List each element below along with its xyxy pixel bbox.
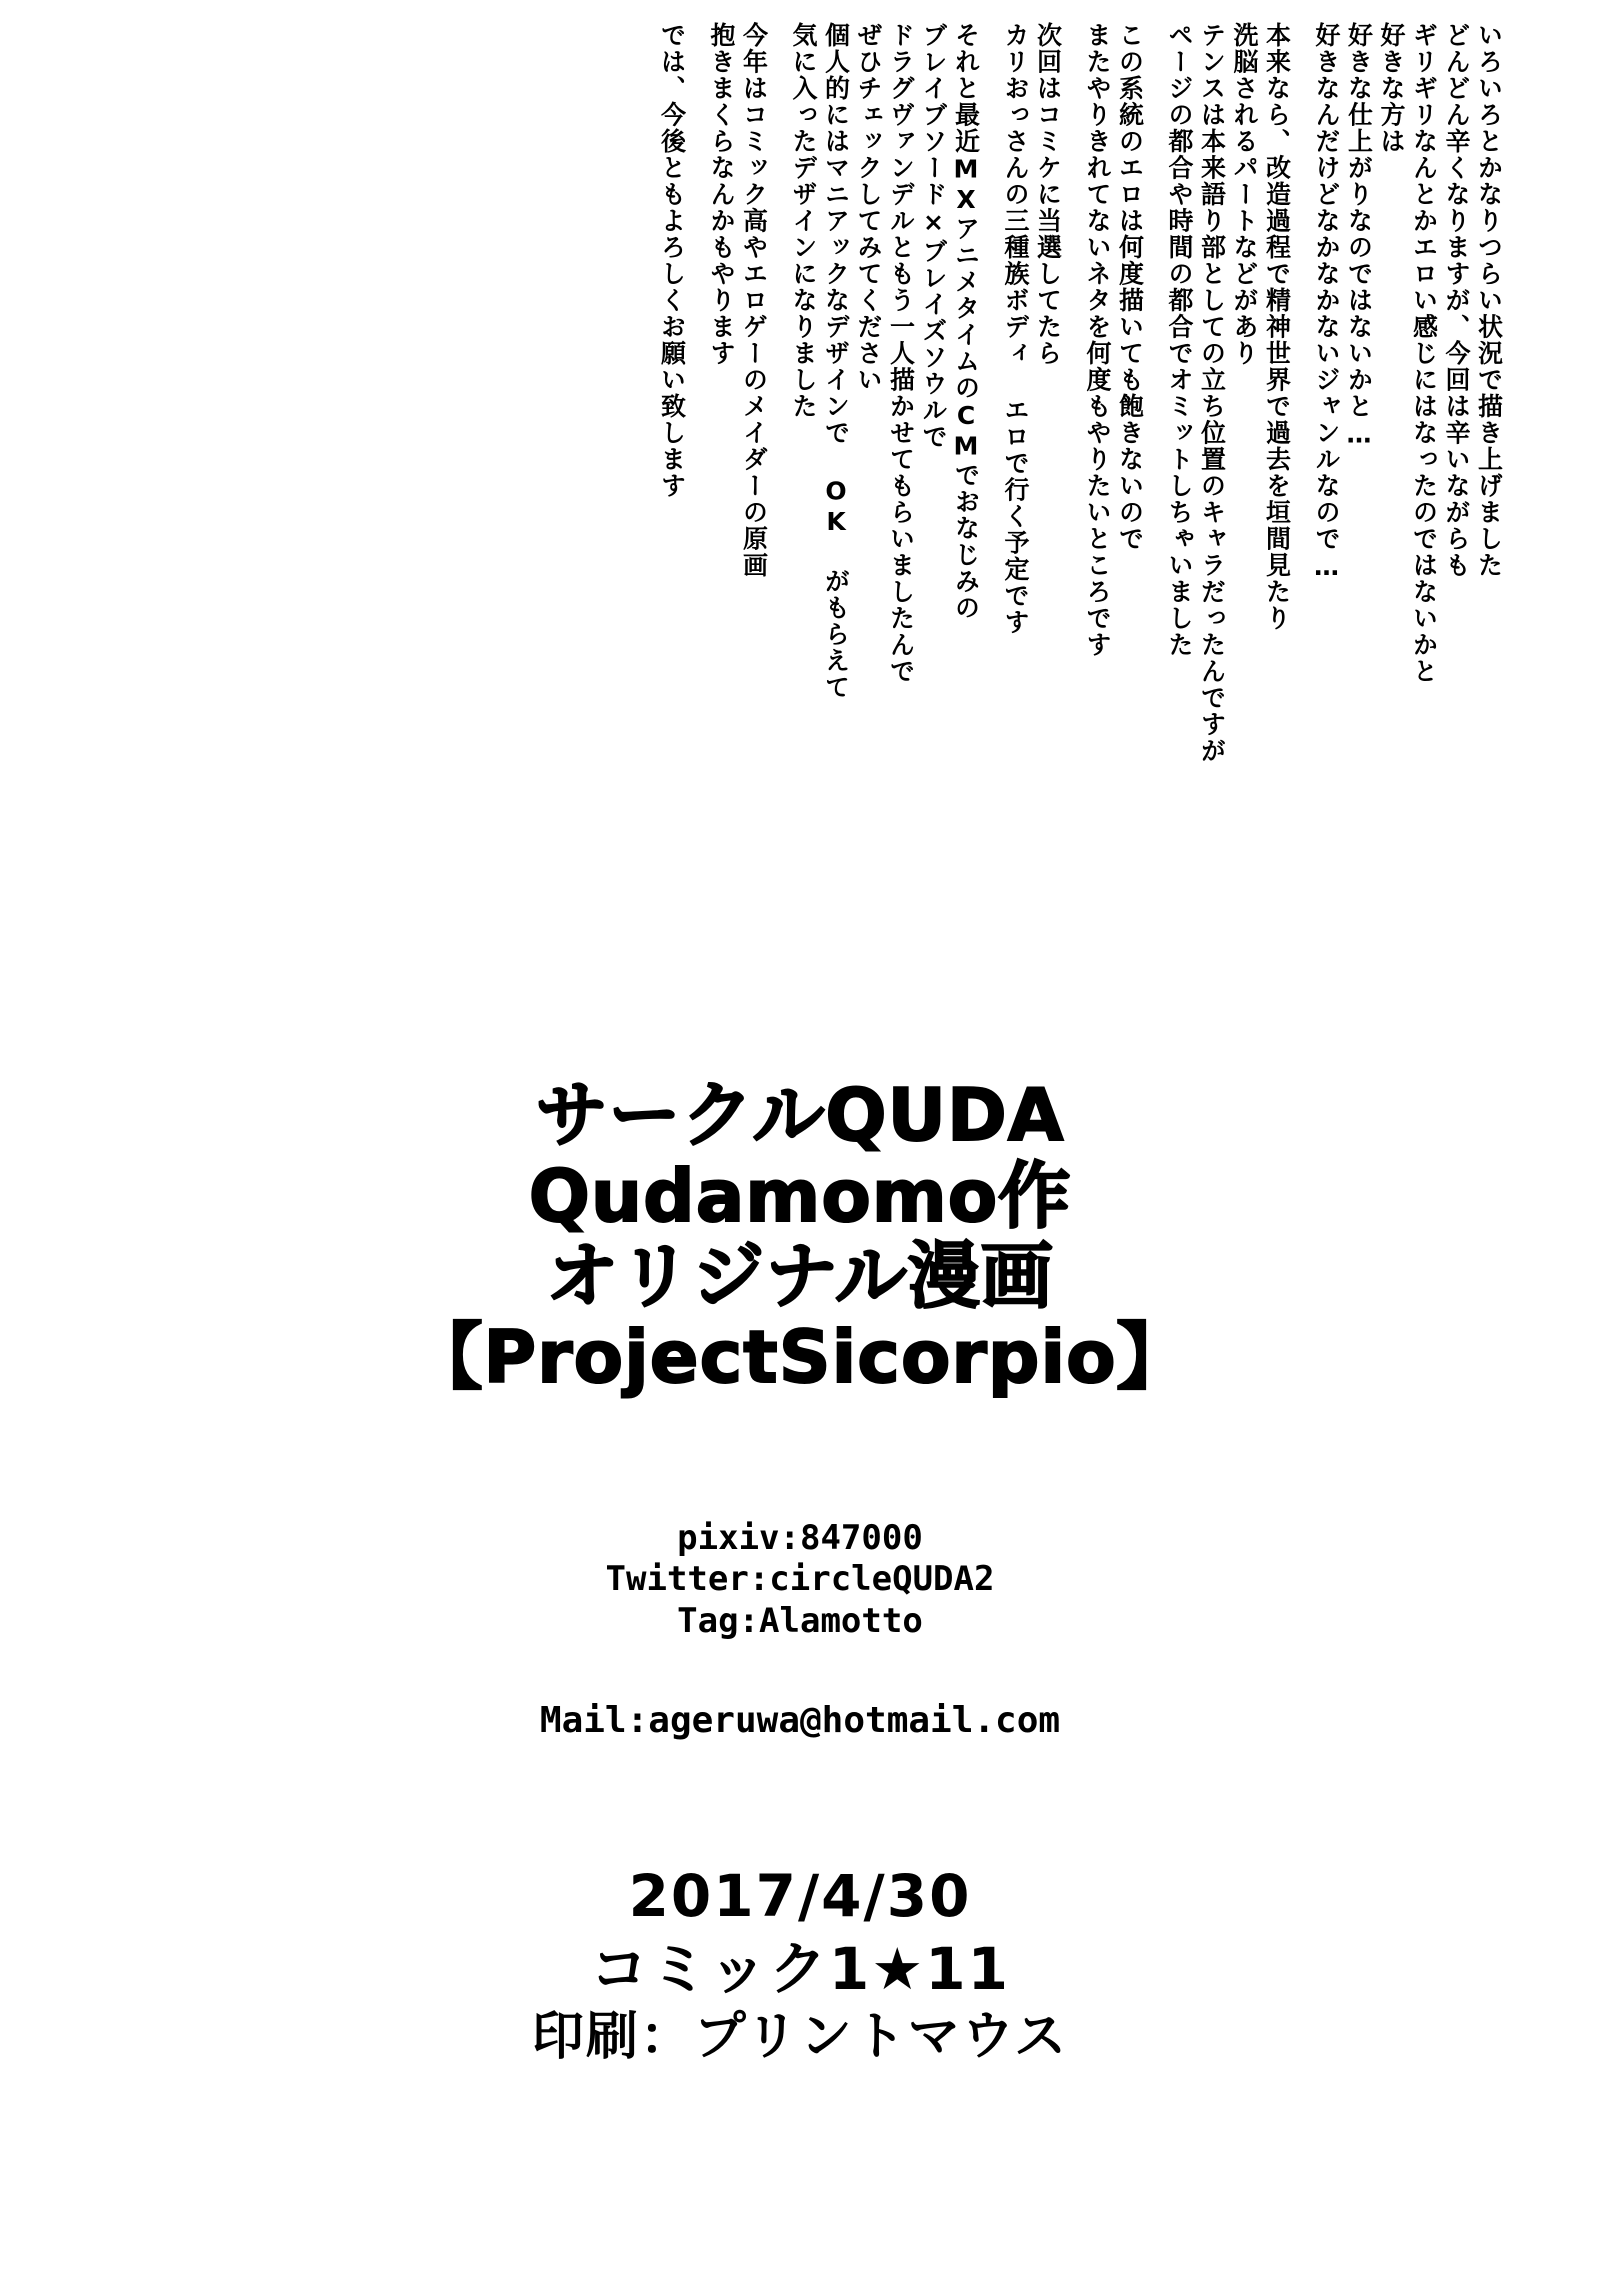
afterword-column: 好きなんだけどなかなかないジャンルなので… — [1312, 22, 1341, 583]
afterword-column: ブレイブソード×ブレイズソウルで — [919, 22, 948, 450]
afterword-column: 今年はコミック高やエロゲーのメイダーの原画 — [739, 22, 769, 579]
title-line-3: オリジナル漫画 — [546, 1234, 1054, 1319]
event-name: コミック1★11 — [590, 1934, 1010, 2003]
afterword-column: 次回はコミケに当選してたら — [1033, 22, 1063, 367]
afterword-column — [1297, 22, 1307, 1042]
afterword-column: それと最近MXアニメタイムのCMでおなじみの — [951, 22, 981, 621]
title-line-4: 【ProjectSicorpio】 — [410, 1314, 1190, 1399]
twitter-handle: Twitter:circleQUDA2 — [605, 1559, 995, 1600]
afterword-column: 好きな方は — [1377, 22, 1406, 155]
title-line-2: Qudamomo作 — [528, 1153, 1072, 1238]
afterword-section — [652, 22, 1572, 1042]
afterword-column: ページの都合や時間の都合でオミットしちゃいました — [1165, 22, 1194, 658]
afterword-column: 気に入ったデザインになりました — [789, 22, 818, 420]
contact-block — [0, 1518, 1600, 1642]
pixiv-id: pixiv:847000 — [677, 1518, 923, 1558]
afterword-column: テンスは本来語り部としての立ち位置のキャラだったんですが — [1197, 22, 1227, 764]
afterword-column — [1150, 22, 1160, 1042]
afterword-column: 個人的にはマニアックなデザインで OK がもらえて — [821, 22, 851, 701]
title-block — [0, 1075, 1600, 1398]
afterword-column: 洗脳されるパートなどがあり — [1230, 22, 1259, 367]
afterword-column: 本来なら、改造過程で精神世界で過去を垣間見たり — [1262, 22, 1292, 632]
afterword-column: ギリギリなんとかエロい感じにはなったのではないかと — [1409, 22, 1439, 685]
afterword-column — [1068, 22, 1078, 1042]
afterword-column: 好きな仕上がりなのではないかと… — [1344, 22, 1374, 450]
afterword-column: カリおっさんの三種族ボディ エロで行く予定です — [1001, 22, 1030, 636]
printer-name: 印刷：プリントマウス — [531, 2007, 1069, 2067]
afterword-column — [986, 22, 996, 1042]
afterword-column: この系統のエロは何度描いても飽きないので — [1115, 22, 1145, 552]
afterword-column: いろいろとかなりつらい状況で描き上げました — [1474, 22, 1504, 579]
afterword-column: どんどん辛くなりますが、今回は辛いながらも — [1442, 22, 1471, 579]
mail-address: Mail:ageruwa@hotmail.com — [539, 1700, 1061, 1741]
afterword-column: ぜひチェックしてみてください — [854, 22, 883, 393]
afterword-column: ドラグヴァンデルともう一人描かせてもらいましたんで — [886, 22, 916, 685]
afterword-column — [692, 22, 702, 1042]
tag-name: Tag:Alamotto — [677, 1600, 923, 1641]
title-line-1: サークルQUDA — [535, 1073, 1065, 1157]
afterword-column: またやりきれてないネタを何度もやりたいところです — [1083, 22, 1112, 658]
publish-date: 2017/4/30 — [628, 1862, 972, 1930]
footer-block — [0, 1860, 1600, 2070]
afterword-column: では、今後ともよろしくお願い致します — [657, 22, 687, 499]
afterword-column: 抱きまくらなんかもやります — [707, 22, 736, 367]
afterword-column — [774, 22, 784, 1042]
